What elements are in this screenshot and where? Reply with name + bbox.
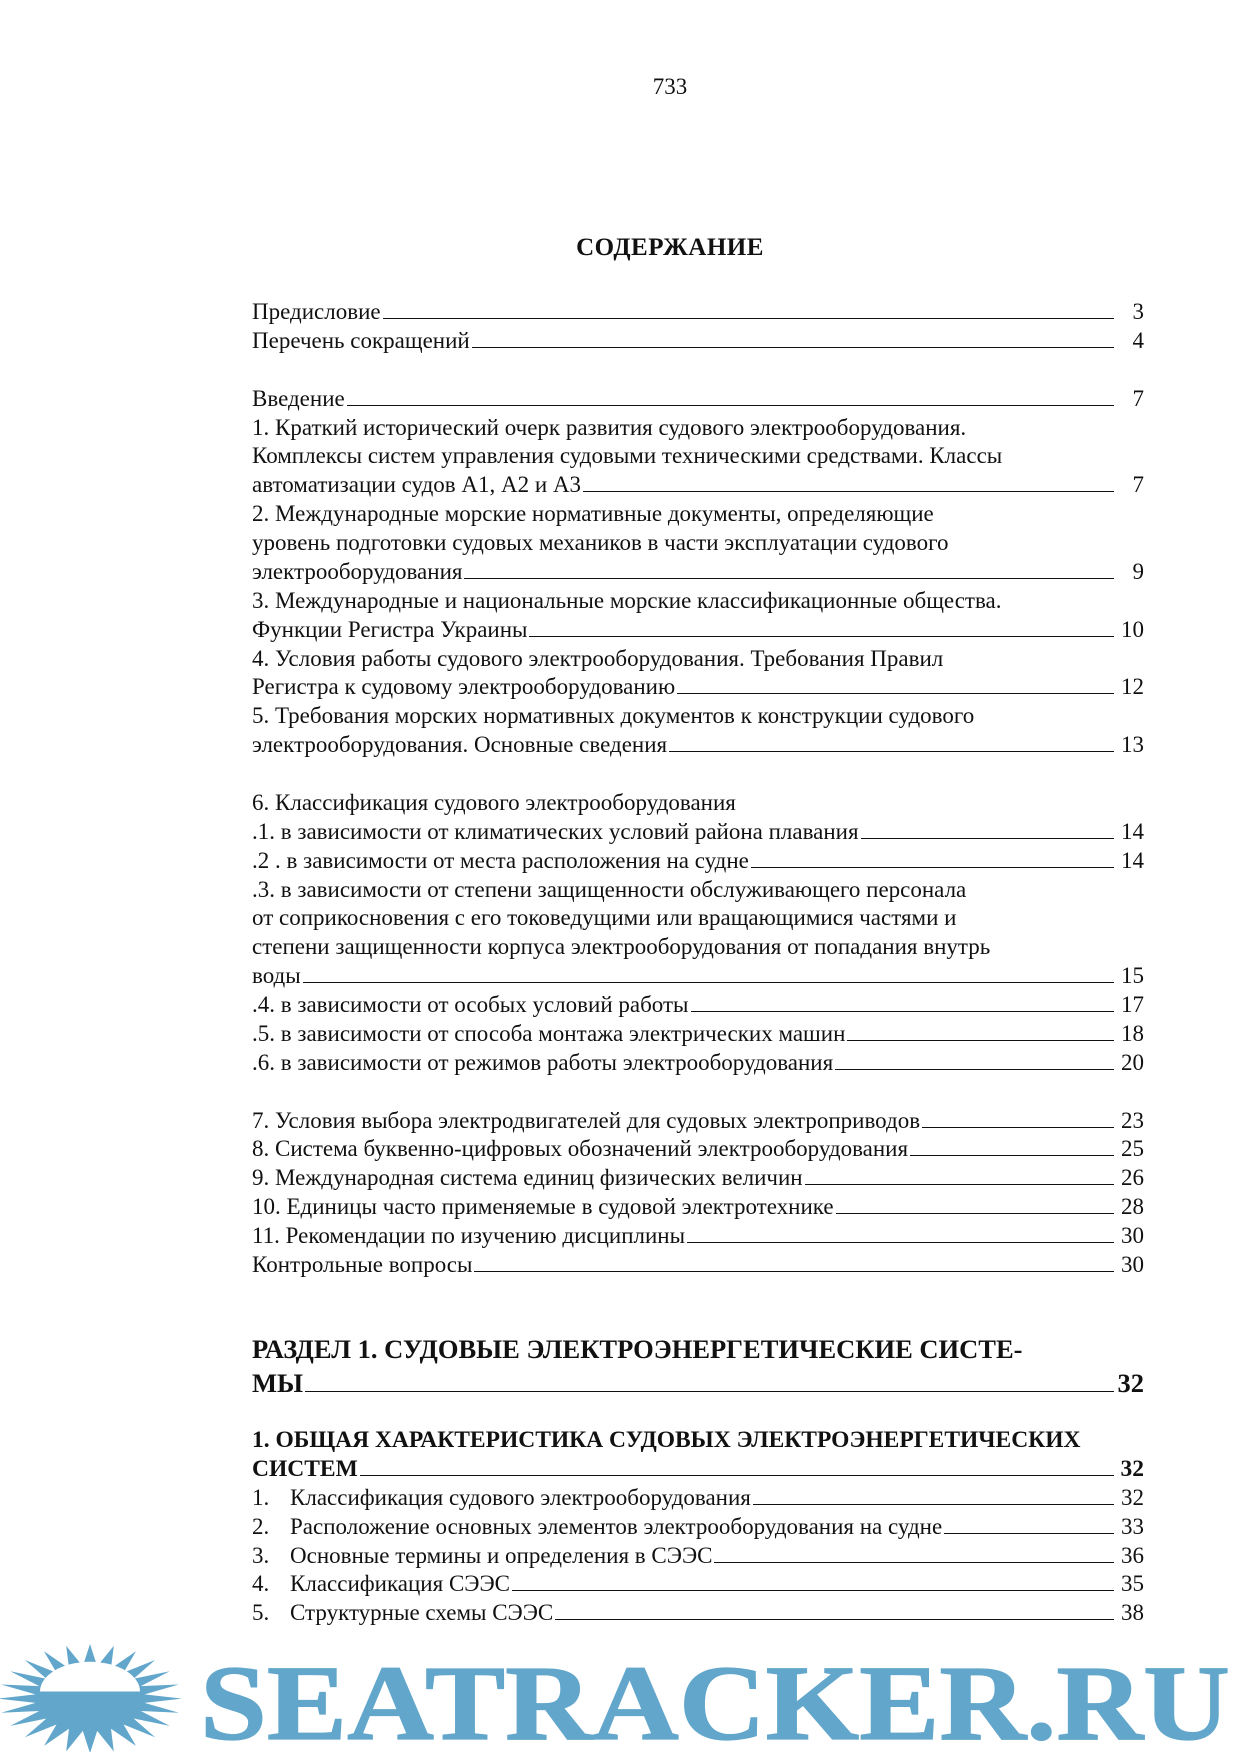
table-of-contents [252,298,1144,1280]
leader-line [383,300,1114,319]
leader-line [835,1051,1114,1070]
toc-entry-text[interactable]: Контрольные вопросы [252,1251,473,1277]
toc-line [252,587,1144,616]
leader-line [687,1224,1114,1243]
toc-page-number: 18 [1121,1020,1144,1046]
toc-entry-text[interactable]: воды [252,963,301,989]
toc-line [252,1426,1144,1455]
toc-line [252,1599,1144,1628]
toc-entry-text[interactable]: .2 . в зависимости от места расположения на судне [252,847,749,873]
toc-entry[interactable] [252,1251,1144,1280]
toc-entry[interactable] [252,1135,1144,1164]
leader-line [474,1253,1114,1272]
toc-entry-text[interactable]: автоматизации судов А1, А2 и А3 [252,472,582,498]
toc-entry-text[interactable]: электрооборудования. Основные сведения [252,732,668,758]
toc-entry[interactable] [252,1020,1144,1049]
leader-line [922,1109,1114,1128]
toc-line [252,327,1144,356]
toc-entry-text[interactable]: .4. в зависимости от особых условий работы [252,992,689,1017]
toc-line [252,1542,1144,1571]
toc-entry-text[interactable]: 9. Международная система единиц физических величин [252,1165,803,1191]
toc-line [252,1332,1144,1366]
toc-entry-text[interactable]: от соприкосновения с его токоведущими или вращающимися частями и [252,905,957,931]
toc-line [252,1570,1144,1599]
toc-entry-text[interactable]: 4. Условия работы судового электрооборудования. Требования Правил [252,645,944,671]
toc-entry-text[interactable]: 3. Международные и национальные морские классификационные общества. [252,587,1002,613]
leader-line [691,993,1115,1012]
toc-page-number: 14 [1121,847,1144,873]
spacer [252,356,1144,385]
page-title: СОДЕРЖАНИЕ [576,234,764,261]
toc-line [252,471,1144,500]
toc-page-number: 35 [1121,1571,1144,1597]
toc-entry-text[interactable]: СИСТЕМ [252,1455,358,1482]
toc-page-number: 23 [1121,1107,1144,1133]
leader-line [944,1515,1114,1534]
toc-page-number: 26 [1121,1165,1144,1191]
toc-page-number: 30 [1121,1223,1144,1248]
toc-entry-text[interactable]: степени защищенности корпуса электрооборудования от попадания внутрь [252,934,991,960]
toc-page-number: 13 [1121,732,1144,758]
toc-entry[interactable] [252,991,1144,1020]
spacer [252,760,1144,789]
toc-entry-text[interactable]: Расположение основных элементов электрооборудования на судне [290,1513,943,1539]
toc-line [252,1484,1144,1513]
toc-entry-text[interactable]: 8. Система буквенно-цифровых обозначений электрооборудования [252,1136,909,1162]
toc-line [252,298,1144,327]
toc-page-number: 32 [1117,1368,1144,1398]
toc-entry-text[interactable]: Структурные схемы СЭЭС [290,1600,554,1626]
leader-line [555,1601,1114,1620]
toc-entry-text[interactable]: Перечень сокращений [252,327,470,353]
toc-entry-text[interactable]: .3. в зависимости от степени защищенности обслуживающего персонала [252,876,967,902]
toc-entry-text[interactable]: .6. в зависимости от режимов работы электрооборудования [252,1049,834,1075]
toc-line [252,933,1144,962]
toc-entry-text[interactable]: уровень подготовки судовых механиков в части эксплуатации судового [252,530,949,555]
toc-line [252,500,1144,529]
toc-entry[interactable] [252,789,1144,818]
toc-page-number: 32 [1120,1455,1144,1482]
toc-line [252,385,1144,414]
leader-line [583,473,1114,492]
leader-line [512,1572,1114,1591]
toc-entry-text[interactable]: 7. Условия выбора электродвигателей для судовых электроприводов [252,1107,921,1133]
toc-line [252,1251,1144,1280]
toc-entry-text[interactable]: электрооборудования [252,558,463,584]
toc-entry-text[interactable]: 10. Единицы часто применяемые в судовой электротехнике [252,1194,834,1220]
toc-line [252,1513,1144,1542]
toc-line [252,818,1144,847]
toc-line [252,442,1144,471]
toc-entry[interactable] [252,298,1144,327]
toc-page-number: 7 [1132,385,1144,411]
toc-entry-text[interactable]: Классификация СЭЭС [290,1571,510,1597]
toc-entry-text[interactable]: 1. Краткий исторический очерк развития судового электрооборудования. [252,414,967,440]
leader-line [303,964,1114,983]
toc-entry[interactable] [252,702,1144,760]
toc-entry-text[interactable]: 5. Требования морских нормативных документов к конструкции судового [252,703,975,729]
toc-line [252,1455,1144,1484]
toc-entry[interactable] [252,818,1144,847]
toc-line [252,1222,1144,1251]
toc-entry-text[interactable]: РАЗДЕЛ 1. СУДОВЫЕ ЭЛЕКТРОЭНЕРГЕТИЧЕСКИЕ СИСТЕ- [252,1334,1023,1364]
toc-entry-text[interactable]: .5. в зависимости от способа монтажа электрических машин [252,1020,846,1046]
toc-entry-text[interactable]: 1. ОБЩАЯ ХАРАКТЕРИСТИКА СУДОВЫХ ЭЛЕКТРОЭНЕРГЕТИЧЕСКИХ [252,1427,1081,1453]
toc-entry[interactable] [252,1164,1144,1193]
toc-entry-text[interactable]: Регистра к судовому электрооборудованию [252,674,676,700]
toc-line [252,1366,1144,1400]
toc-page-number: 38 [1121,1600,1144,1626]
toc-entry-text[interactable]: Функции Регистра Украины [252,616,528,642]
toc-entry-text[interactable]: Основные термины и определения в СЭЭС [290,1542,713,1568]
toc-line [252,1135,1144,1164]
toc-entry[interactable] [252,876,1144,992]
toc-page-number: 25 [1121,1136,1144,1162]
chapter-heading [252,1426,1144,1484]
toc-page-number: 36 [1121,1542,1144,1568]
leader-line [464,560,1114,579]
toc-page-number: 9 [1132,558,1144,584]
spacer [252,1078,1144,1107]
toc-entry-text[interactable]: 2. Международные морские нормативные документы, определяющие [252,501,934,527]
toc-page-number: 7 [1132,472,1144,498]
leader-line [751,849,1114,868]
toc-page-number: 4 [1132,327,1144,353]
toc-page-number: 33 [1121,1513,1144,1539]
toc-line [252,558,1144,587]
toc-entry-text[interactable]: Классификация судового электрооборудования [290,1484,751,1510]
toc-line [252,847,1144,876]
item-number: 3. [252,1542,270,1568]
leader-line [714,1544,1114,1563]
page-number: 733 [652,74,688,99]
toc-line [252,991,1144,1020]
leader-line [305,1373,1113,1392]
toc-entry[interactable] [252,1193,1144,1222]
item-number: 2. [252,1513,270,1539]
leader-line [910,1137,1114,1156]
toc-line [252,1107,1144,1136]
item-number: 1. [252,1484,270,1510]
toc-line [252,414,1144,443]
toc-line [252,904,1144,933]
section-heading [252,1332,1144,1400]
toc-entry[interactable] [252,645,1144,703]
toc-entry[interactable] [252,1222,1144,1251]
sun-icon [0,1644,182,1752]
leader-line [677,675,1114,694]
toc-page-number: 32 [1121,1484,1144,1510]
toc-page-number: 3 [1132,299,1144,324]
toc-entry-text[interactable]: Комплексы систем управления судовыми техническими средствами. Классы [252,443,1003,469]
toc-entry[interactable] [252,587,1144,645]
toc-entry[interactable] [252,1107,1144,1136]
toc-entry-text[interactable]: 6. Классификация судового электрооборудования [252,789,736,815]
toc-page-number: 12 [1121,674,1144,700]
toc-page-number: 10 [1121,616,1144,642]
toc-entry[interactable] [252,500,1144,587]
leader-line [836,1195,1114,1214]
leader-line [669,733,1114,752]
item-number: 5. [252,1600,270,1626]
toc-line [252,1164,1144,1193]
chapter-block [252,1426,1144,1628]
item-number: 4. [252,1571,270,1597]
leader-line [472,329,1114,348]
toc-line [252,1020,1144,1049]
toc-entry[interactable] [252,847,1144,876]
watermark-text: SEATRACKER.RU [200,1644,1230,1752]
toc-line [252,529,1144,558]
toc-line [252,1193,1144,1222]
toc-line [252,962,1144,991]
toc-entry[interactable] [252,414,1144,501]
toc-page-number: 28 [1121,1194,1144,1220]
toc-line [252,702,1144,731]
toc-line [252,673,1144,702]
leader-line [847,1022,1114,1041]
watermark-logo [0,1644,1240,1752]
toc-entry-text[interactable]: МЫ [252,1368,304,1398]
toc-line [252,731,1144,760]
toc-entry[interactable] [252,385,1144,414]
toc-entry[interactable] [252,327,1144,356]
toc-page-number: 30 [1121,1251,1144,1277]
toc-entry[interactable] [252,1049,1144,1078]
toc-line [252,789,1144,818]
toc-page-number: 17 [1121,992,1144,1017]
toc-page-number: 14 [1121,818,1144,844]
toc-line [252,876,1144,905]
toc-entry-text[interactable]: 11. Рекомендации по изучению дисциплины [252,1223,686,1248]
toc-page-number: 20 [1121,1049,1144,1075]
toc-line [252,645,1144,674]
leader-line [861,820,1114,839]
toc-line [252,1049,1144,1078]
toc-line [252,616,1144,645]
toc-entry-text[interactable]: .1. в зависимости от климатических условий района плавания [252,818,859,844]
leader-line [753,1486,1114,1505]
toc-entry-text[interactable]: Предисловие [252,299,381,324]
toc-entry-text[interactable]: Введение [252,385,345,411]
leader-line [360,1457,1114,1476]
leader-line [347,387,1114,406]
leader-line [805,1166,1114,1185]
leader-line [529,618,1114,637]
toc-page-number: 15 [1121,963,1144,989]
